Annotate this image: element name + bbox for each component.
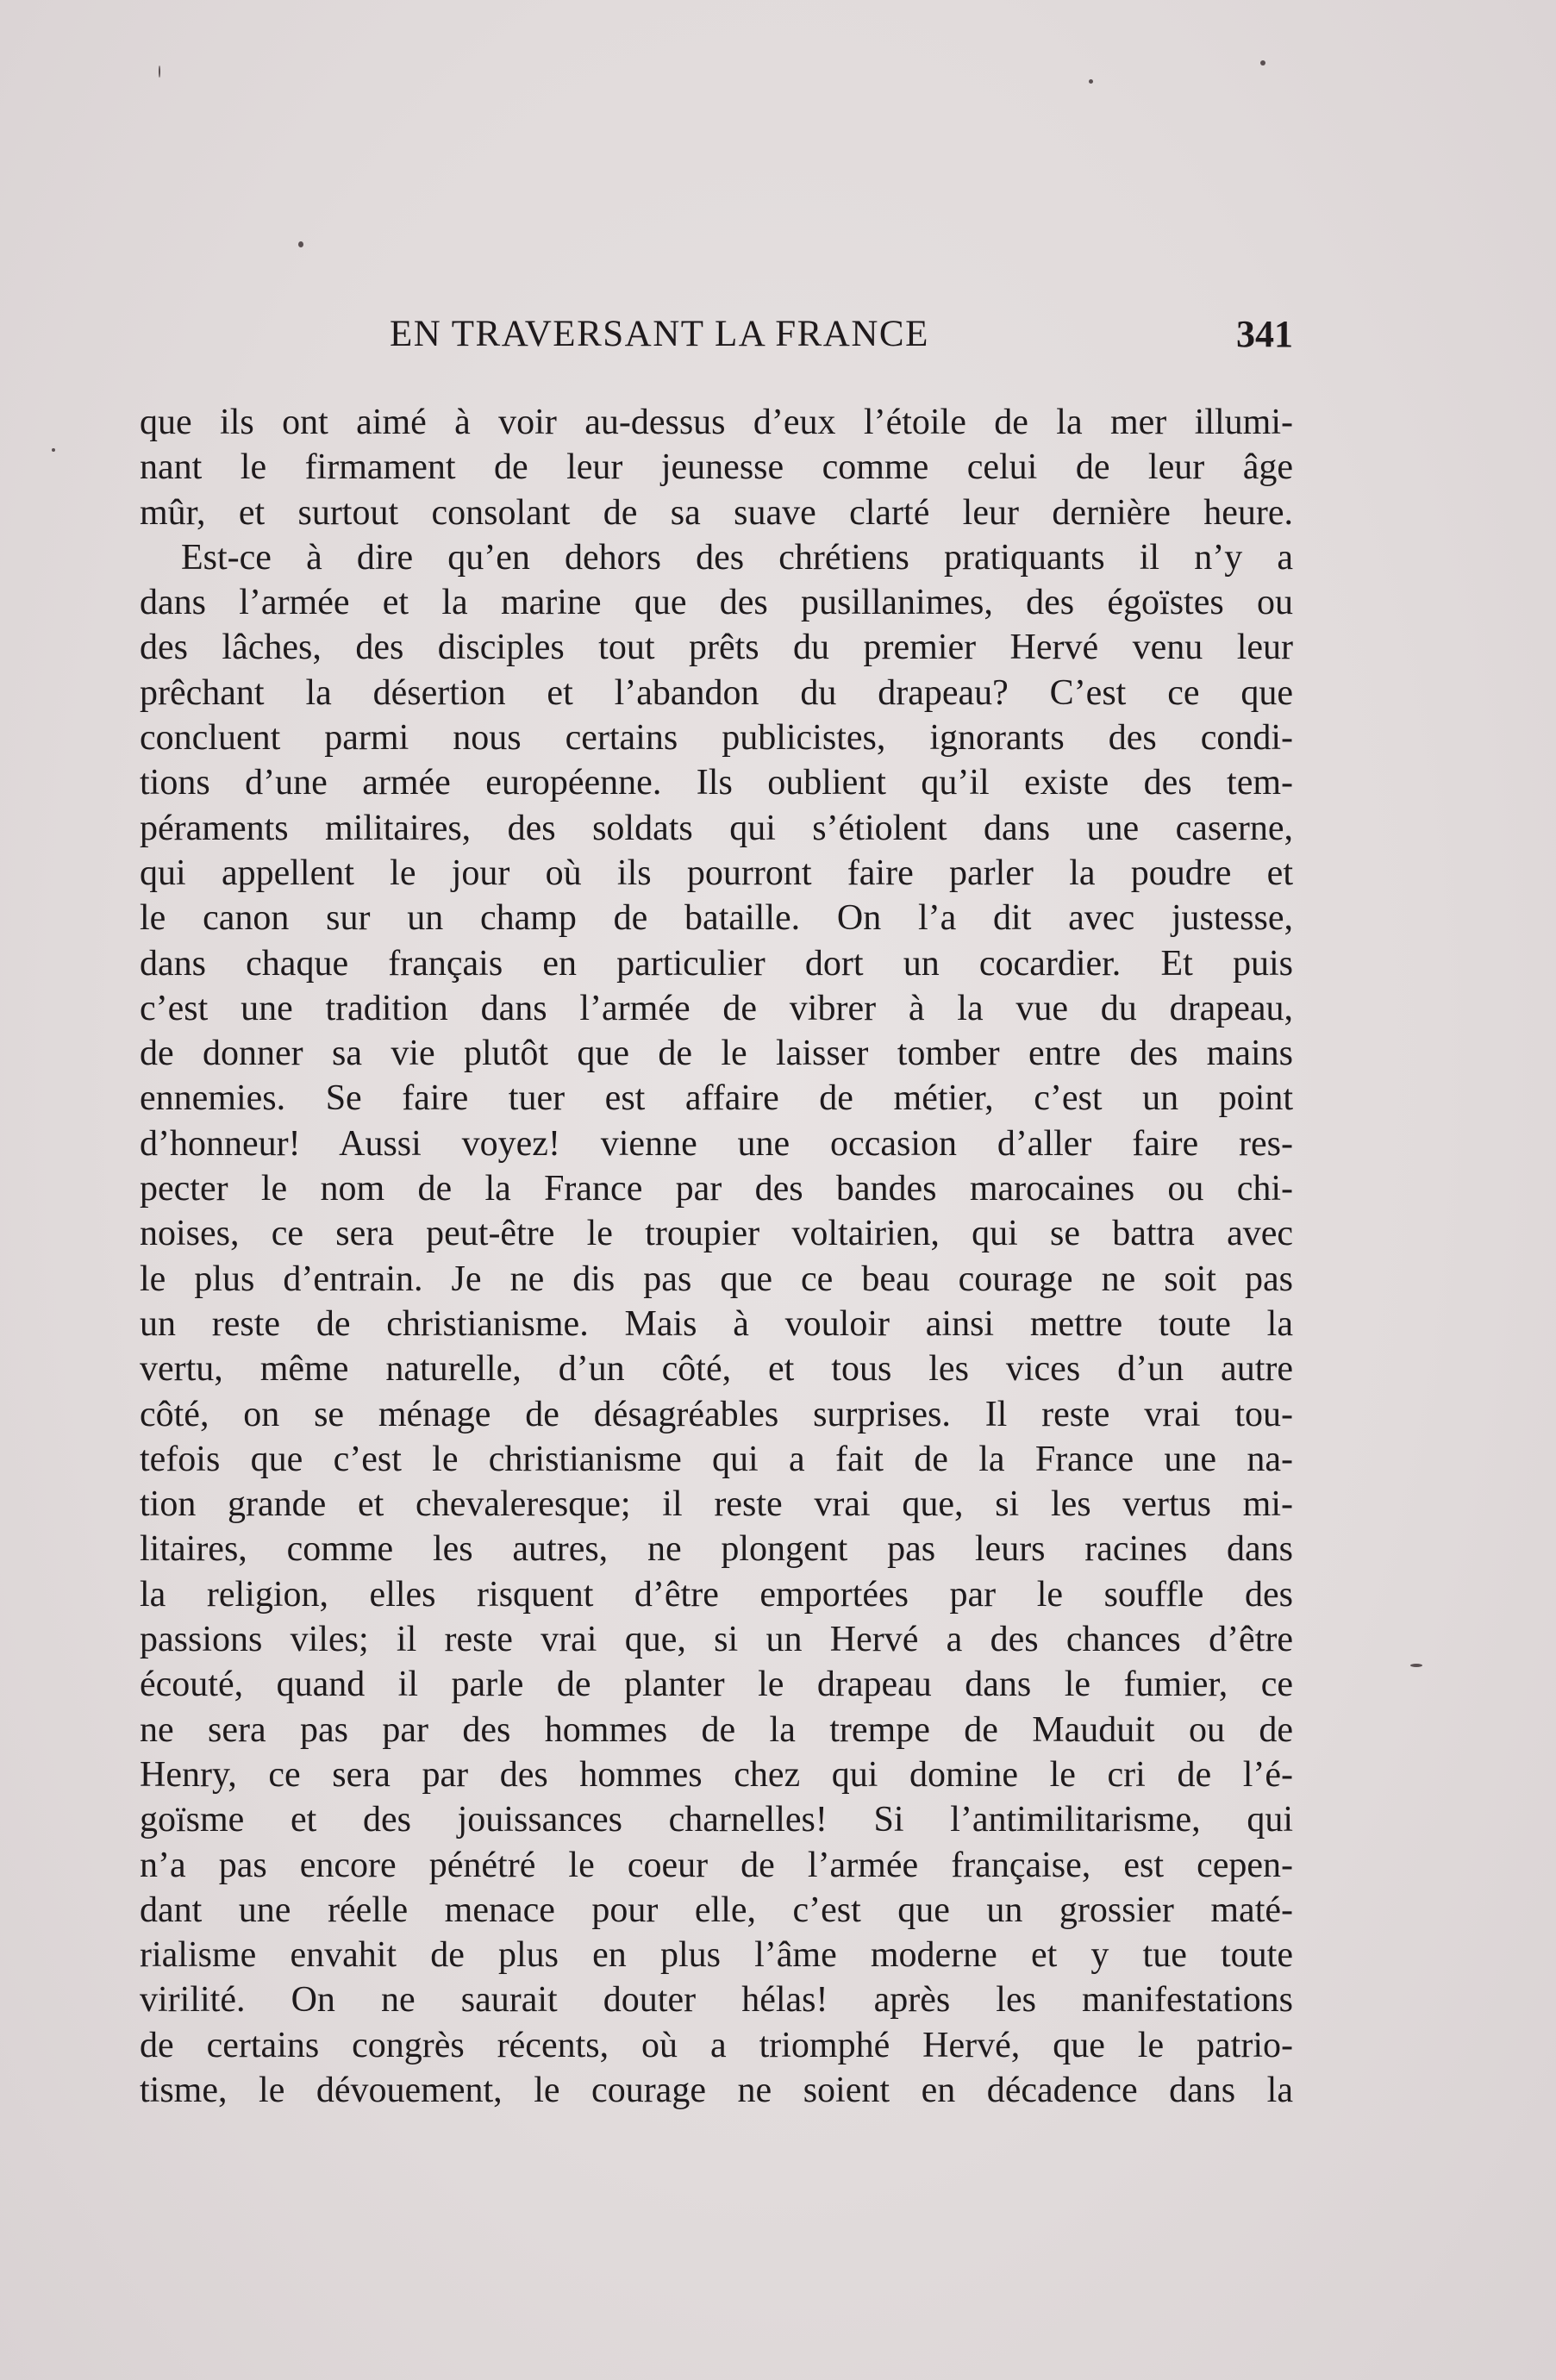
text-line: rialisme envahit de plus en plus l’âme moderne et y tue toute <box>140 1935 1293 1976</box>
text-line: la religion, elles risquent d’être emportées par le souffle des <box>140 1574 1293 1615</box>
text-line: goïsme et des jouissances charnelles! Si l’antimilitarisme, qui <box>140 1800 1293 1840</box>
text-line: Henry, ce sera par des hommes chez qui domine le cri de l’é- <box>140 1754 1293 1795</box>
text-line: ennemies. Se faire tuer est affaire de métier, c’est un point <box>140 1078 1293 1119</box>
text-line: d’honneur! Aussi voyez! vienne une occasion d’aller faire res- <box>140 1123 1293 1164</box>
text-line: dant une réelle menace pour elle, c’est que un grossier maté- <box>140 1890 1293 1930</box>
paper-speck <box>159 66 160 78</box>
text-line: ne sera pas par des hommes de la trempe de Mauduit ou de <box>140 1709 1293 1750</box>
text-line: des lâches, des disciples tout prêts du premier Hervé venu leur <box>140 628 1293 668</box>
text-line: le plus d’entrain. Je ne dis pas que ce beau courage ne soit pas <box>140 1259 1293 1299</box>
paper-speck <box>52 448 55 452</box>
text-line: dans l’armée et la marine que des pusillanimes, des égoïstes ou <box>140 583 1293 623</box>
running-title: EN TRAVERSANT LA FRANCE <box>390 314 929 354</box>
text-line: virilité. On ne saurait douter hélas! après les manifestations <box>140 1980 1293 2021</box>
text-line: prêchant la désertion et l’abandon du drapeau? C’est ce que <box>140 672 1293 713</box>
text-line: tisme, le dévouement, le courage ne soient en décadence dans la <box>140 2070 1293 2110</box>
text-line: dans chaque français en particulier dort un cocardier. Et puis <box>140 943 1293 984</box>
text-line: Est-ce à dire qu’en dehors des chrétiens pratiquants il n’y a <box>181 537 1293 578</box>
text-line: de certains congrès récents, où a triomphé Hervé, que le patrio- <box>140 2025 1293 2065</box>
paper-speck <box>1410 1664 1422 1667</box>
text-line: tefois que c’est le christianisme qui a fait de la France une na- <box>140 1439 1293 1479</box>
text-line: litaires, comme les autres, ne plongent pas leurs racines dans <box>140 1529 1293 1570</box>
text-line: pecter le nom de la France par des bandes marocaines ou chi- <box>140 1169 1293 1209</box>
text-line: de donner sa vie plutôt que de le laisser tomber entre des mains <box>140 1034 1293 1074</box>
text-line: péraments militaires, des soldats qui s’étiolent dans une caserne, <box>140 808 1293 848</box>
text-line: que ils ont aimé à voir au-dessus d’eux l’étoile de la mer illumi- <box>140 403 1293 442</box>
text-line: concluent parmi nous certains publicistes, ignorants des condi- <box>140 718 1293 759</box>
text-line: passions viles; il reste vrai que, si un Hervé a des chances d’être <box>140 1620 1293 1660</box>
body-text <box>140 400 1293 2113</box>
text-line: vertu, même naturelle, d’un côté, et tous les vices d’un autre <box>140 1349 1293 1390</box>
text-line: c’est une tradition dans l’armée de vibrer à la vue du drapeau, <box>140 988 1293 1028</box>
text-line: tion grande et chevaleresque; il reste vrai que, si les vertus mi- <box>140 1484 1293 1525</box>
text-line: côté, on se ménage de désagréables surprises. Il reste vrai tou- <box>140 1394 1293 1434</box>
text-line: le canon sur un champ de bataille. On l’a dit avec justesse, <box>140 898 1293 939</box>
paper-speck <box>298 241 303 247</box>
text-line: un reste de christianisme. Mais à vouloir ainsi mettre toute la <box>140 1303 1293 1344</box>
text-line: écouté, quand il parle de planter le drapeau dans le fumier, ce <box>140 1665 1293 1705</box>
paper-speck <box>1089 79 1093 84</box>
text-line: tions d’une armée européenne. Ils oublient qu’il existe des tem- <box>140 763 1293 803</box>
text-line: n’a pas encore pénétré le coeur de l’armée française, est cepen- <box>140 1845 1293 1885</box>
text-line: qui appellent le jour où ils pourront faire parler la poudre et <box>140 853 1293 893</box>
text-line: mûr, et surtout consolant de sa suave clarté leur dernière heure. <box>140 492 1293 533</box>
paper-speck <box>1260 60 1265 66</box>
text-line: noises, ce sera peut-être le troupier voltairien, qui se battra avec <box>140 1214 1293 1254</box>
page-number: 341 <box>1236 313 1293 355</box>
text-line: nant le firmament de leur jeunesse comme celui de leur âge <box>140 447 1293 488</box>
running-header <box>390 309 1293 360</box>
